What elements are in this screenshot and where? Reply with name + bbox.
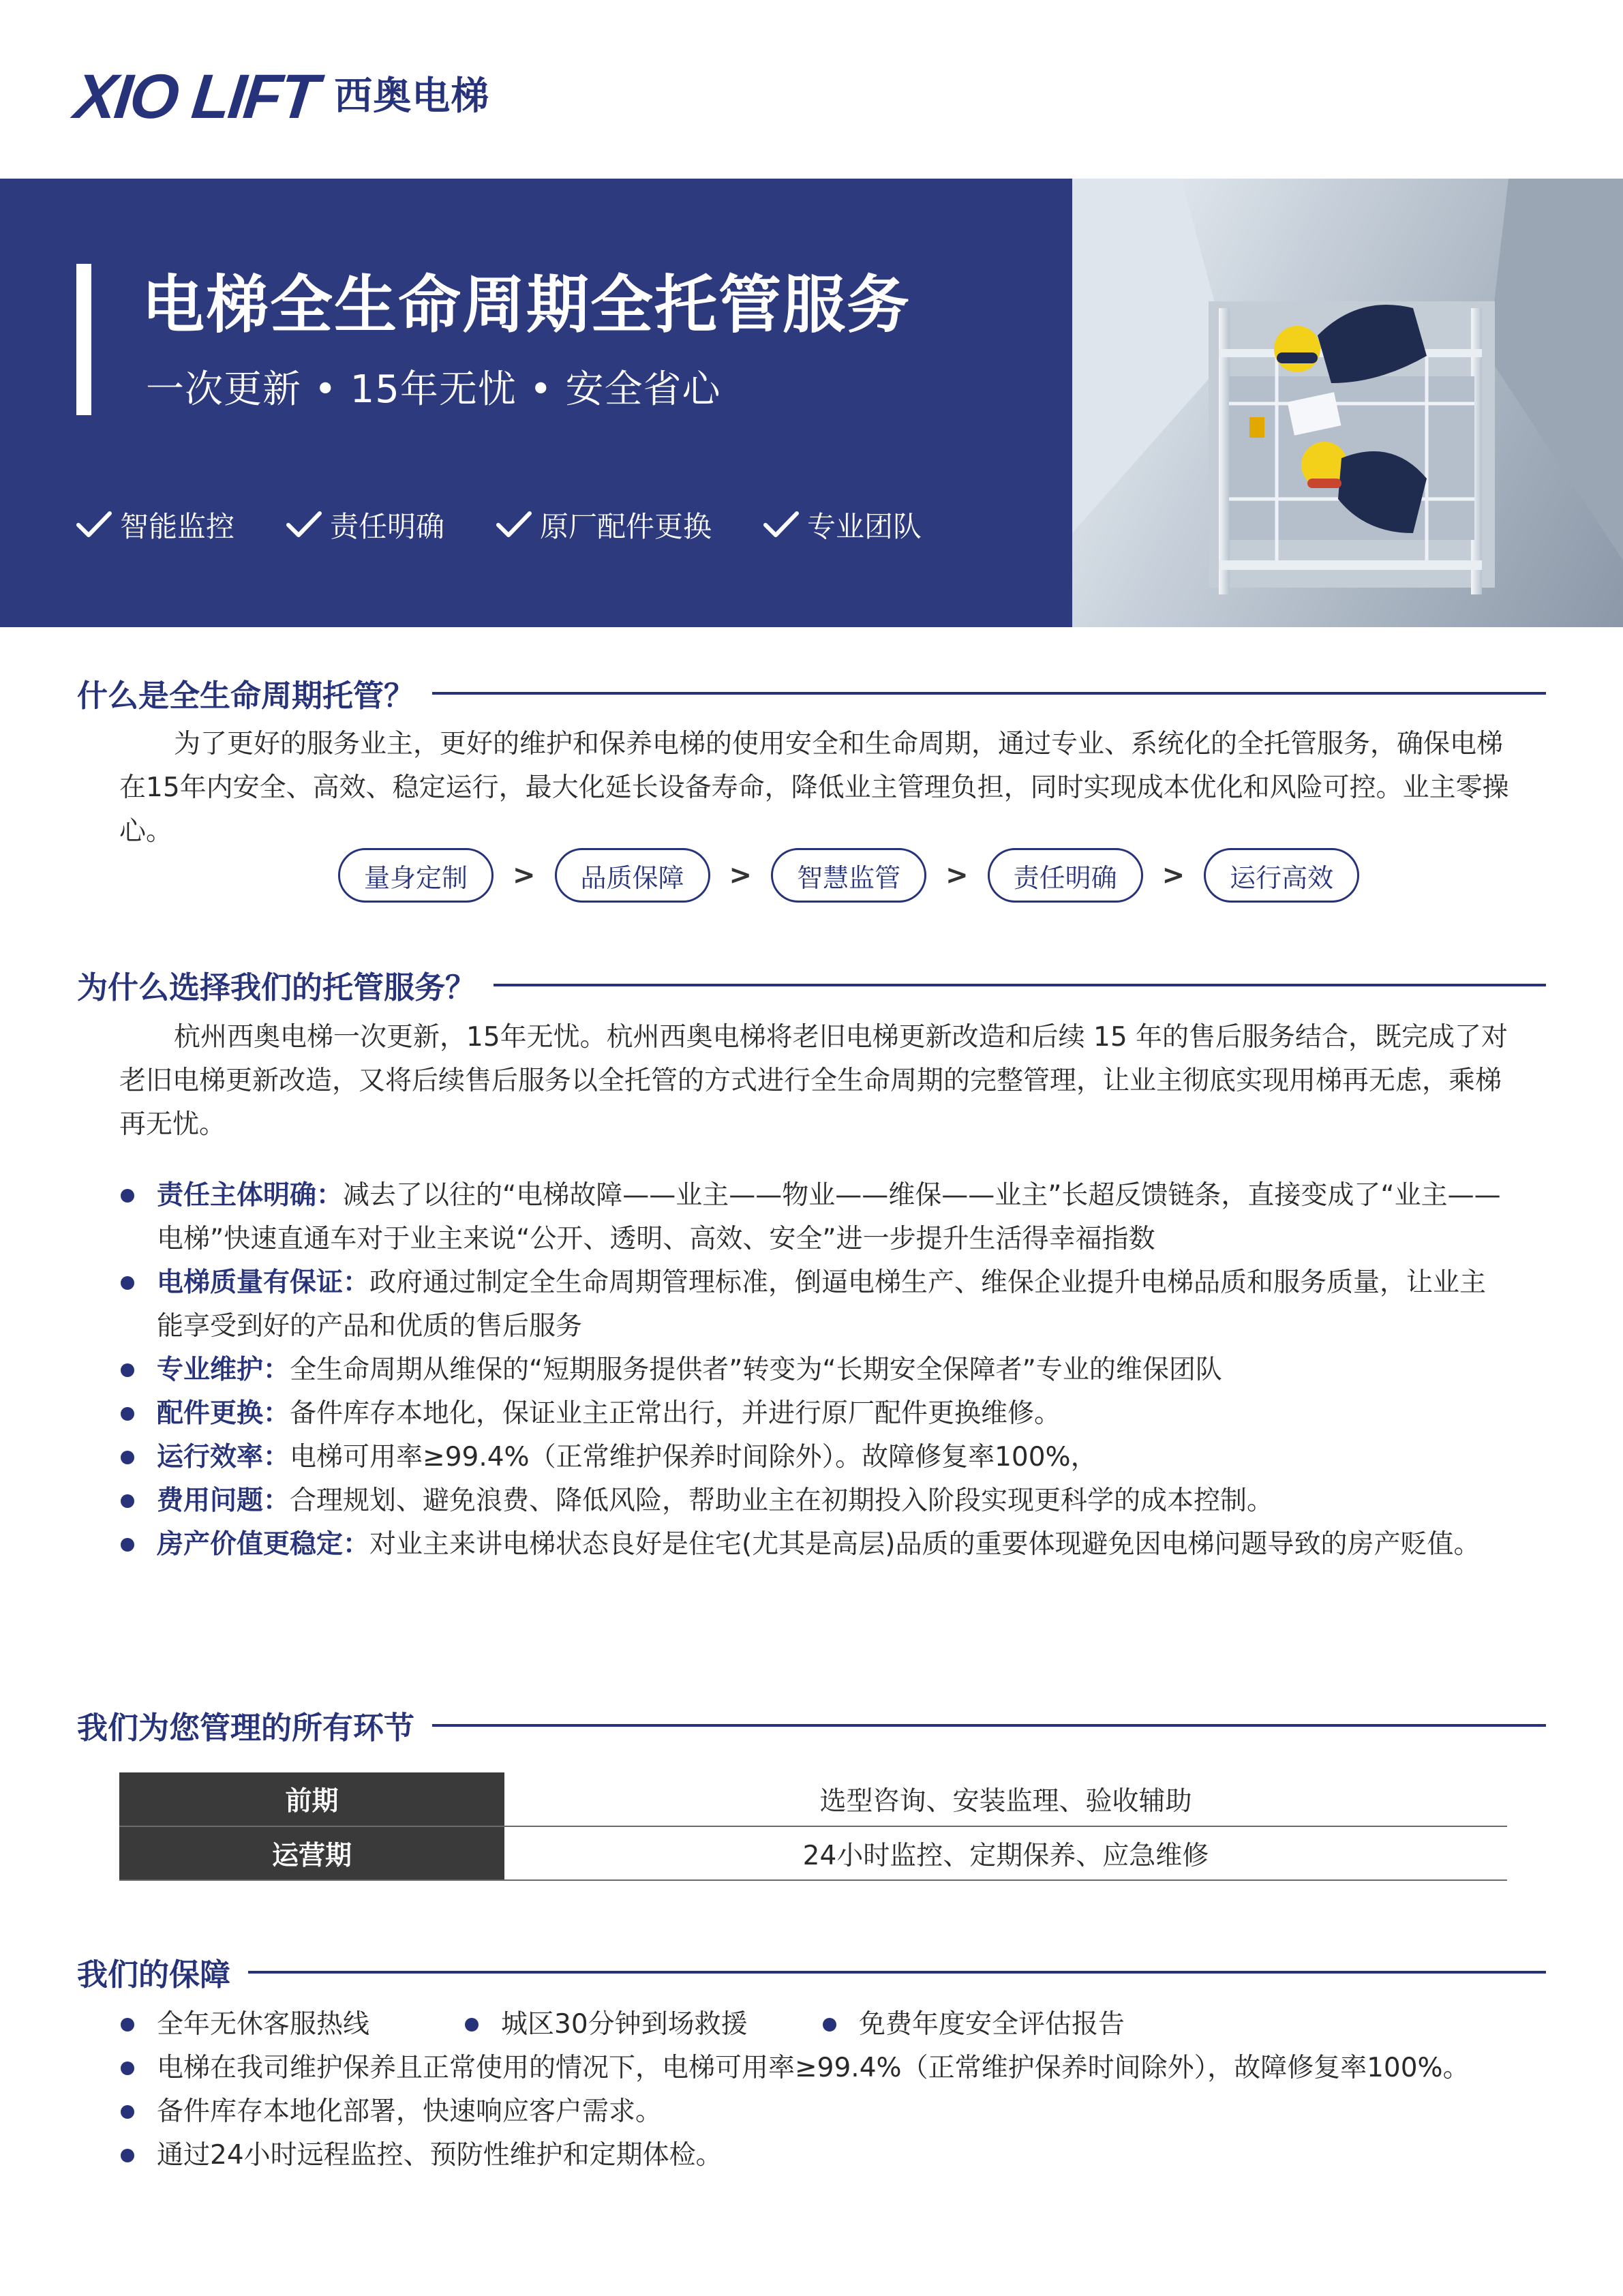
phase-description: 选型咨询、安装监理、验收辅助 (504, 1772, 1507, 1826)
guarantee-item: 通过24小时远程监控、预防性维护和定期体检。 (119, 2134, 723, 2177)
hero-banner (0, 179, 1072, 627)
guarantee-item: 备件库存本地化部署，快速响应客户需求。 (119, 2090, 662, 2134)
section-what-is-body: 为了更好的服务业主，更好的维护和保养电梯的使用安全和生命周期，通过专业、系统化的全托管服务，确保电梯在15年内安全、高效、稳定运行，最大化延长设备寿命，降低业主管理负担，同时实现成本优化和风险可控。业主零操心。 (119, 729, 1509, 847)
flow-step: 智慧监管 (771, 848, 926, 903)
bullet-label: 房产价值更稳定： (157, 1529, 370, 1560)
feature-label: 责任明确 (330, 510, 445, 543)
feature-item (285, 504, 444, 545)
flow-step: 量身定制 (338, 848, 494, 903)
section-title: 为什么选择我们的托管服务？ (77, 969, 476, 1006)
guarantee-row (119, 2046, 1470, 2090)
guarantee-row (119, 2003, 1125, 2046)
table-row (119, 1826, 1507, 1880)
flow-step: 品质保障 (555, 848, 710, 903)
flow-step: 运行高效 (1204, 848, 1359, 903)
hero-subtitle: 一次更新 • 15年无忧 • 安全省心 (146, 367, 721, 412)
why-bullet-list (119, 1174, 1510, 1567)
phase-cell: 前期 (119, 1772, 504, 1826)
flow-arrow: > (729, 860, 753, 891)
section-management-header (77, 1703, 1546, 1747)
feature-label: 专业团队 (807, 510, 922, 543)
logo-chinese-text: 西奥电梯 (334, 74, 490, 119)
guarantee-item: 城区30分钟到场救援 (464, 2003, 821, 2046)
bullet-item (119, 1392, 1510, 1436)
flow-arrow: > (513, 860, 536, 891)
section-what-is-header (77, 671, 1546, 715)
bullet-text: 电梯可用率≥99.4%（正常维护保养时间除外）。故障修复率100%， (290, 1442, 1097, 1472)
section-divider (248, 1971, 1546, 1974)
guarantee-row (119, 2134, 723, 2177)
guarantee-row (119, 2090, 662, 2134)
feature-item (75, 504, 234, 545)
bullet-item (119, 1348, 1510, 1392)
phase-description: 24小时监控、定期保养、应急维修 (504, 1826, 1507, 1880)
bullet-label: 专业维护： (157, 1355, 290, 1385)
bullet-item (119, 1479, 1510, 1523)
feature-item (495, 504, 712, 545)
hero-title: 电梯全生命周期全托管服务 (142, 269, 911, 342)
elevator-technicians-image (1072, 179, 1623, 627)
checkmark-icon (762, 509, 800, 541)
bullet-item (119, 1523, 1510, 1567)
hero-accent-bar (76, 264, 91, 415)
brand-logo (71, 62, 490, 132)
flow-arrow: > (1162, 860, 1185, 891)
hero-photo (1072, 179, 1623, 627)
bullet-text: 全生命周期从维保的“短期服务提供者”转变为“长期安全保障者”专业的维保团队 (290, 1355, 1222, 1385)
section-title: 我们的保障 (77, 1957, 231, 1993)
bullet-text: 减去了以往的“电梯故障——业主——物业——维保——业主”长超反馈链条，直接变成了“业主——电梯”快速直通车对于业主来说“公开、透明、高效、安全”进一步提升生活得幸福指数 (157, 1180, 1501, 1254)
bullet-label: 配件更换： (157, 1398, 290, 1429)
management-table (119, 1772, 1507, 1881)
section-divider (432, 1724, 1546, 1727)
guarantee-item: 全年无休客服热线 (119, 2003, 464, 2046)
guarantee-item: 免费年度安全评估报告 (821, 2003, 1125, 2046)
hero-features (75, 504, 972, 545)
flow-arrow: > (945, 860, 969, 891)
bullet-text: 政府通过制定全生命周期管理标准，倒逼电梯生产、维保企业提升电梯品质和服务质量，让业主能享受到好的产品和优质的售后服务 (157, 1267, 1487, 1342)
bullet-text: 对业主来讲电梯状态良好是住宅(尤其是高层)品质的重要体现避免因电梯问题导致的房产贬值。 (369, 1529, 1481, 1560)
table-row (119, 1772, 1507, 1826)
service-flow (338, 848, 1359, 903)
section-guarantee-header (77, 1950, 1546, 1994)
feature-label: 智能监控 (120, 510, 235, 543)
bullet-label: 费用问题： (157, 1485, 290, 1516)
checkmark-icon (285, 509, 323, 541)
guarantee-item: 电梯在我司维护保养且正常使用的情况下，电梯可用率≥99.4%（正常维护保养时间除外），故障修复率100%。 (119, 2046, 1470, 2090)
section-why-header (77, 963, 1546, 1007)
bullet-label: 责任主体明确： (157, 1180, 344, 1211)
feature-label: 原厂配件更换 (540, 510, 712, 543)
bullet-text: 合理规划、避免浪费、降低风险，帮助业主在初期投入阶段实现更科学的成本控制。 (290, 1485, 1274, 1516)
bullet-label: 电梯质量有保证： (157, 1267, 370, 1298)
section-divider (494, 984, 1546, 986)
section-title: 我们为您管理的所有环节 (77, 1710, 415, 1746)
checkmark-icon (75, 509, 113, 541)
checkmark-icon (495, 509, 533, 541)
flow-step: 责任明确 (988, 848, 1143, 903)
bullet-item (119, 1261, 1510, 1348)
bullet-item (119, 1174, 1510, 1261)
bullet-label: 运行效率： (157, 1442, 290, 1472)
bullet-item (119, 1436, 1510, 1479)
section-why-body: 杭州西奥电梯一次更新，15年无忧。杭州西奥电梯将老旧电梯更新改造和后续 15 年的售后服务结合，既完成了对老旧电梯更新改造，又将后续售后服务以全托管的方式进行全生命周期的完整管理，让业主彻底实现用梯再无虑，乘梯再无忧。 (119, 1022, 1508, 1140)
section-title: 什么是全生命周期托管？ (77, 678, 415, 714)
feature-item (762, 504, 922, 545)
section-divider (432, 692, 1546, 695)
phase-cell: 运营期 (119, 1826, 504, 1880)
logo-latin-text: XIO LIFT (71, 62, 320, 132)
bullet-text: 备件库存本地化，保证业主正常出行，并进行原厂配件更换维修。 (290, 1398, 1061, 1429)
